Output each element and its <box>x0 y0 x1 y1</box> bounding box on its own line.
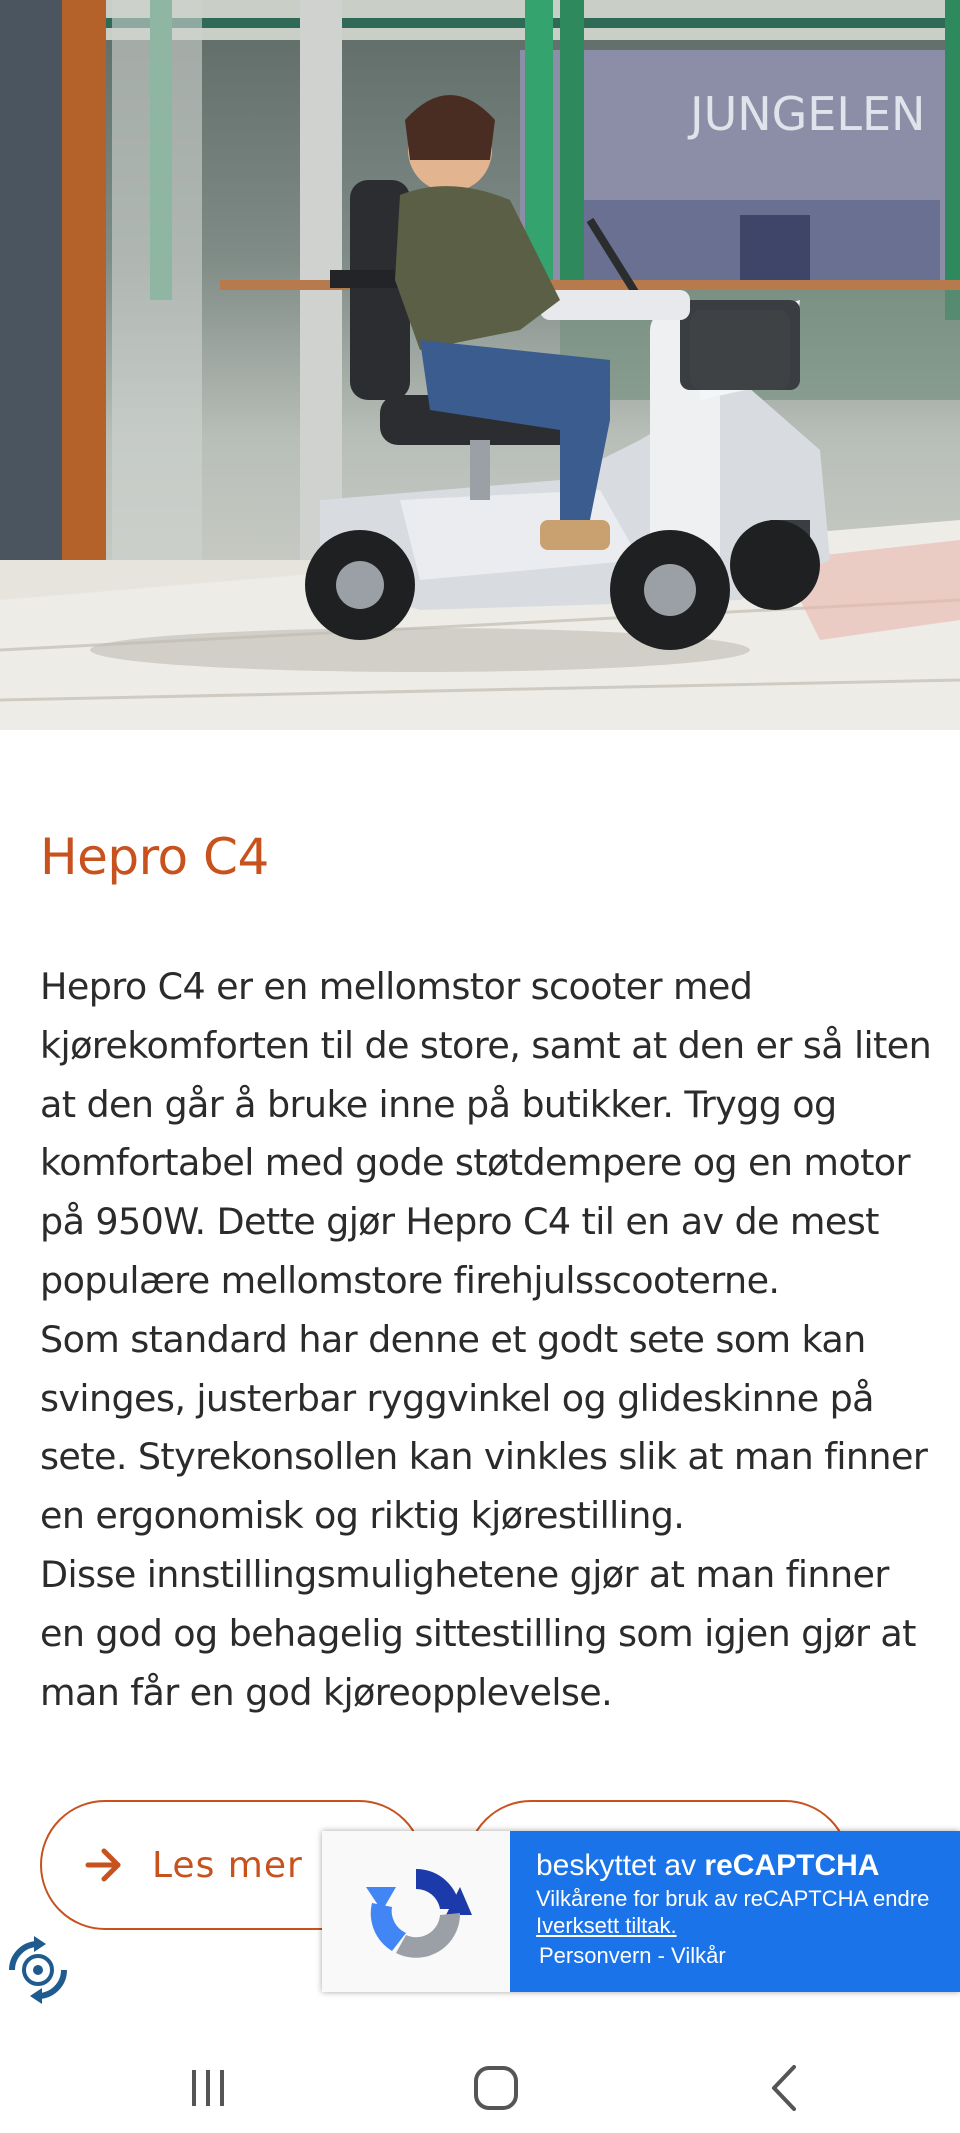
recaptcha-terms-text: Vilkårene for bruk av reCAPTCHA endre <box>536 1886 930 1911</box>
home-icon <box>471 2063 521 2113</box>
recaptcha-panel <box>510 1831 960 1992</box>
back-button[interactable] <box>744 2058 824 2118</box>
arrow-right-icon <box>84 1845 124 1885</box>
recaptcha-title: beskyttet av reCAPTCHA <box>536 1849 880 1882</box>
recaptcha-logo-icon <box>322 1831 510 1992</box>
les-mer-label: Les mer <box>152 1844 303 1886</box>
recaptcha-privacy-terms-link[interactable]: Personvern - Vilkår <box>539 1943 726 1968</box>
mall-sign-text: JUNGELEN <box>690 87 926 141</box>
description-paragraph: Som standard har denne et godt sete som kan svinges, justerbar ryggvinkel og glideskinne på sete. Styrekonsollen kan vinkles slik at man finner en ergonomisk og riktig kjørestilling. <box>40 1317 928 1538</box>
description-paragraph: Disse innstillingsmulighetene gjør at man finner en god og behagelig sittestilling som igjen gjør at man får en god kjøreopplevelse. <box>40 1552 916 1714</box>
hero-image <box>0 0 960 730</box>
product-title: Hepro C4 <box>40 828 269 886</box>
recent-apps-button[interactable] <box>168 2058 248 2118</box>
accessibility-widget-button[interactable] <box>0 1930 76 2010</box>
accessibility-widget-icon <box>0 1930 76 2010</box>
description-paragraph: Hepro C4 er en mellomstor scooter med kjørekomforten til de store, samt at den er så liten at den går å bruke inne på butikker. Trygg og komfortabel med gode støtdempere og en motor på 950W. Dette gjør Hepro C4 til en av de mest populære mellomstore firehjulsscooterne. <box>40 965 932 1302</box>
product-description <box>40 958 940 1722</box>
home-button[interactable] <box>456 2058 536 2118</box>
system-navigation-bar <box>0 2040 960 2133</box>
back-icon <box>764 2063 804 2113</box>
hero-illustration <box>0 0 960 730</box>
recaptcha-badge[interactable] <box>322 1831 960 1992</box>
recent-apps-icon <box>186 2066 230 2110</box>
recaptcha-action-link[interactable]: Iverksett tiltak. <box>536 1913 677 1938</box>
